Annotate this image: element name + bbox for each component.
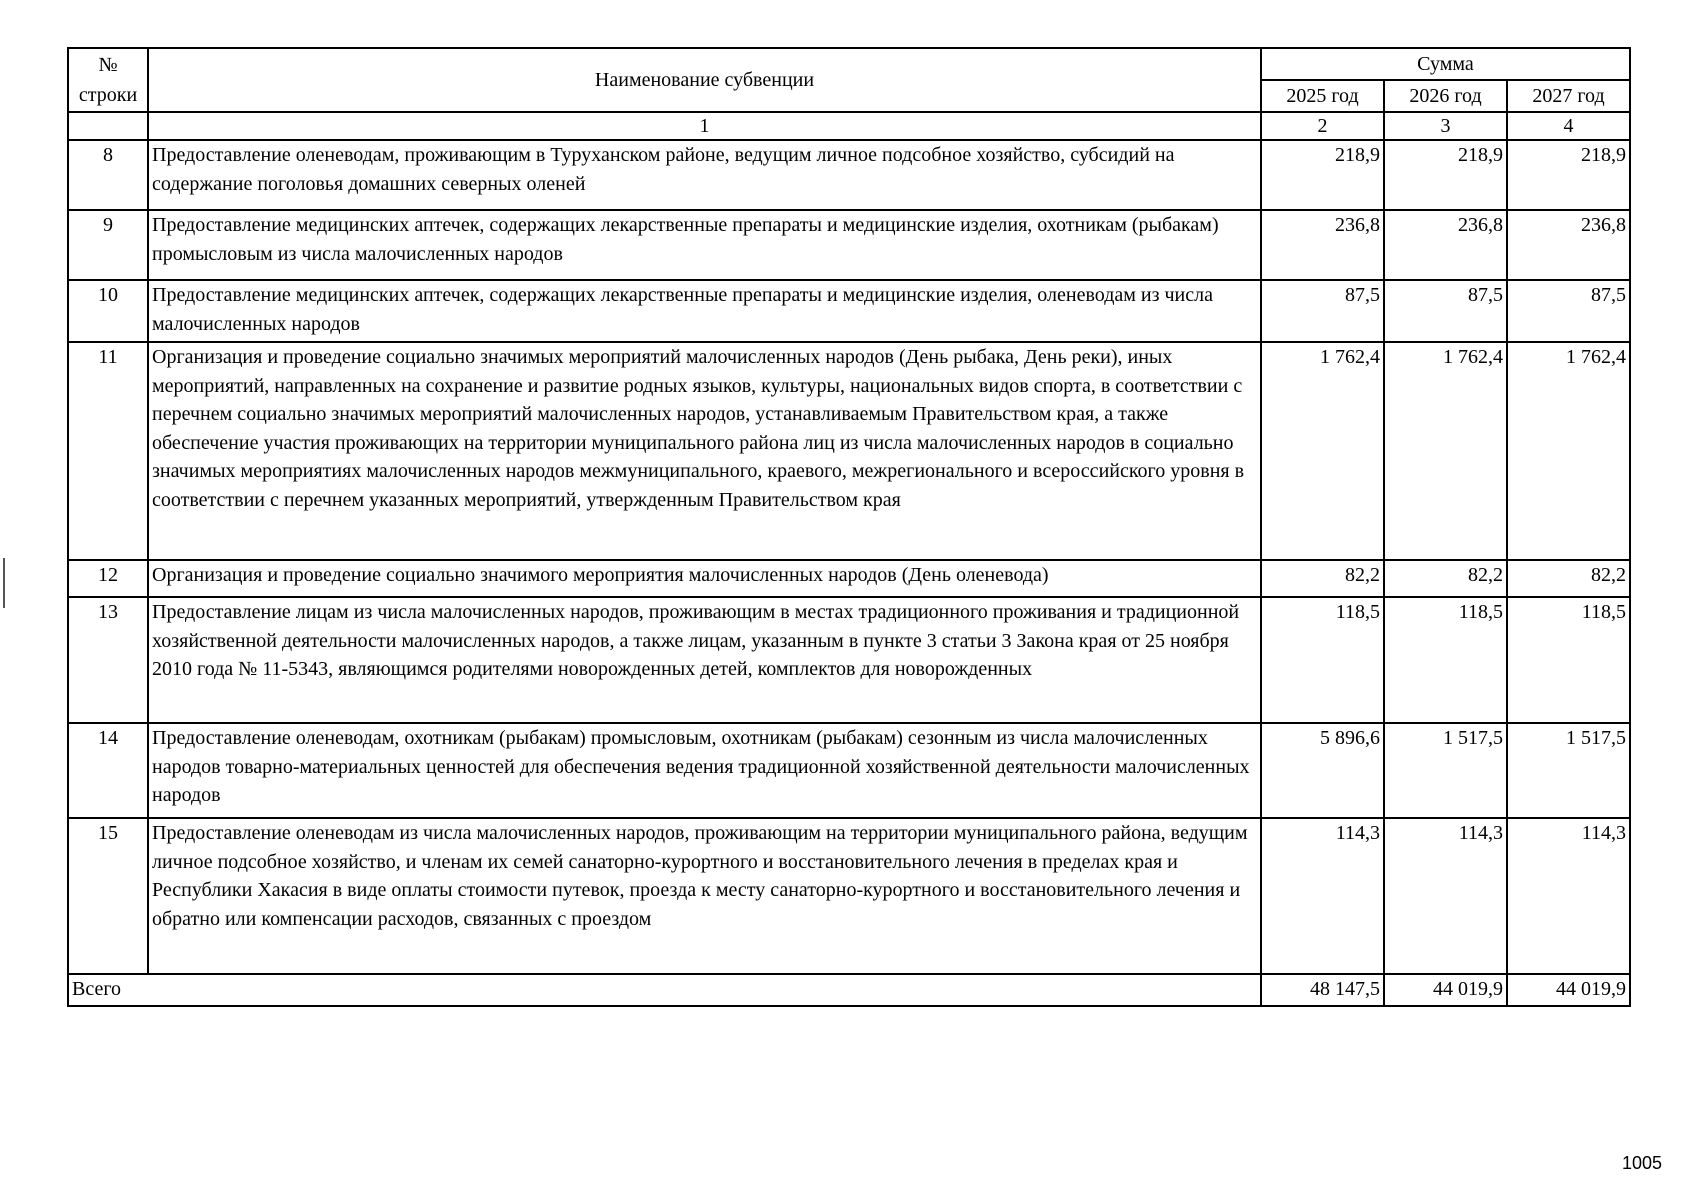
amount-2026: 82,2 [1384, 560, 1507, 597]
table-row [68, 597, 1630, 723]
subventions-table [67, 47, 1631, 1007]
amount-2026: 218,9 [1384, 140, 1507, 210]
amount-2026: 87,5 [1384, 280, 1507, 342]
table-row [68, 140, 1630, 210]
amount-2025: 82,2 [1261, 560, 1384, 597]
row-number: 15 [68, 818, 148, 974]
year-header-2026: 2026 год [1384, 80, 1507, 112]
subvention-name: Предоставление лицам из числа малочисленных народов, проживающим в местах традиционного проживания и традиционной хозяйственной деятельности малочисленных народов, а также лицам, указанным в пункте 3 статьи 3 Закона края от 25 ноября 2010 года № 11-5343, являющимся родителями новорожденных детей, комплектов для новорожденных [148, 597, 1261, 723]
table-row [68, 818, 1630, 974]
row-number: 9 [68, 210, 148, 280]
amount-2025: 118,5 [1261, 597, 1384, 723]
header-row-top [68, 48, 1630, 80]
table-row [68, 342, 1630, 560]
table-row [68, 280, 1630, 342]
amount-2025: 1 762,4 [1261, 342, 1384, 560]
subvention-name: Предоставление медицинских аптечек, содержащих лекарственные препараты и медицинские изделия, оленеводам из числа малочисленных народов [148, 280, 1261, 342]
table-row [68, 723, 1630, 818]
page-number: 1005 [1622, 1153, 1663, 1173]
column-index-empty [68, 112, 148, 140]
amount-2025: 87,5 [1261, 280, 1384, 342]
amount-2026: 1 517,5 [1384, 723, 1507, 818]
column-index: 2 [1261, 112, 1384, 140]
sum-header: Сумма [1261, 48, 1630, 80]
amount-2027: 1 517,5 [1507, 723, 1630, 818]
amount-2027: 218,9 [1507, 140, 1630, 210]
subvention-name: Организация и проведение социально значимого мероприятия малочисленных народов (День оленевода) [148, 560, 1261, 597]
amount-2027: 82,2 [1507, 560, 1630, 597]
amount-2026: 236,8 [1384, 210, 1507, 280]
subvention-name: Предоставление медицинских аптечек, содержащих лекарственные препараты и медицинские изделия, охотникам (рыбакам) промысловым из числа малочисленных народов [148, 210, 1261, 280]
total-label: Всего [68, 974, 1261, 1006]
amount-2025: 5 896,6 [1261, 723, 1384, 818]
amount-2025: 236,8 [1261, 210, 1384, 280]
column-index: 3 [1384, 112, 1507, 140]
amount-2027: 236,8 [1507, 210, 1630, 280]
row-number: 8 [68, 140, 148, 210]
amount-2027: 87,5 [1507, 280, 1630, 342]
subvention-name: Организация и проведение социально значимых мероприятий малочисленных народов (День рыбака, День реки), иных мероприятий, направленных на сохранение и развитие родных языков, культуры, национальных видов спорта, в соответствии с перечнем социально значимых мероприятий малочисленных народов, устанавливаемым Правительством края, а также обеспечение участия проживающих на территории муниципального района лиц из числа малочисленных народов в социально значимых мероприятиях малочисленных народов межмуниципального, краевого, межрегионального и всероссийского уровня в соответствии с перечнем указанных мероприятий, утвержденным Правительством края [148, 342, 1261, 560]
amount-2027: 114,3 [1507, 818, 1630, 974]
total-2025: 48 147,5 [1261, 974, 1384, 1006]
row-number: 14 [68, 723, 148, 818]
column-index-row [68, 112, 1630, 140]
total-row [68, 974, 1630, 1006]
scan-margin-mark [3, 558, 5, 608]
row-number: 12 [68, 560, 148, 597]
name-header: Наименование субвенции [148, 48, 1261, 112]
row-number: 11 [68, 342, 148, 560]
amount-2027: 118,5 [1507, 597, 1630, 723]
total-2027: 44 019,9 [1507, 974, 1630, 1006]
column-index: 1 [148, 112, 1261, 140]
column-index: 4 [1507, 112, 1630, 140]
row-number: 10 [68, 280, 148, 342]
amount-2026: 118,5 [1384, 597, 1507, 723]
amount-2027: 1 762,4 [1507, 342, 1630, 560]
amount-2025: 218,9 [1261, 140, 1384, 210]
year-header-2025: 2025 год [1261, 80, 1384, 112]
amount-2025: 114,3 [1261, 818, 1384, 974]
year-header-2027: 2027 год [1507, 80, 1630, 112]
total-2026: 44 019,9 [1384, 974, 1507, 1006]
amount-2026: 1 762,4 [1384, 342, 1507, 560]
row-number-header: № строки [68, 48, 148, 112]
row-number: 13 [68, 597, 148, 723]
table-row [68, 210, 1630, 280]
subvention-name: Предоставление оленеводам, проживающим в Туруханском районе, ведущим личное подсобное хозяйство, субсидий на содержание поголовья домашних северных оленей [148, 140, 1261, 210]
amount-2026: 114,3 [1384, 818, 1507, 974]
subvention-name: Предоставление оленеводам, охотникам (рыбакам) промысловым, охотникам (рыбакам) сезонным из числа малочисленных народов товарно-материальных ценностей для обеспечения ведения традиционной хозяйственной деятельности малочисленных народов [148, 723, 1261, 818]
subvention-name: Предоставление оленеводам из числа малочисленных народов, проживающим на территории муниципального района, ведущим личное подсобное хозяйство, и членам их семей санаторно-курортного и восстановительного лечения в пределах края и Республики Хакасия в виде оплаты стоимости путевок, проезда к месту санаторно-курортного и восстановительного лечения и обратно или компенсации расходов, связанных с проездом [148, 818, 1261, 974]
table-row [68, 560, 1630, 597]
